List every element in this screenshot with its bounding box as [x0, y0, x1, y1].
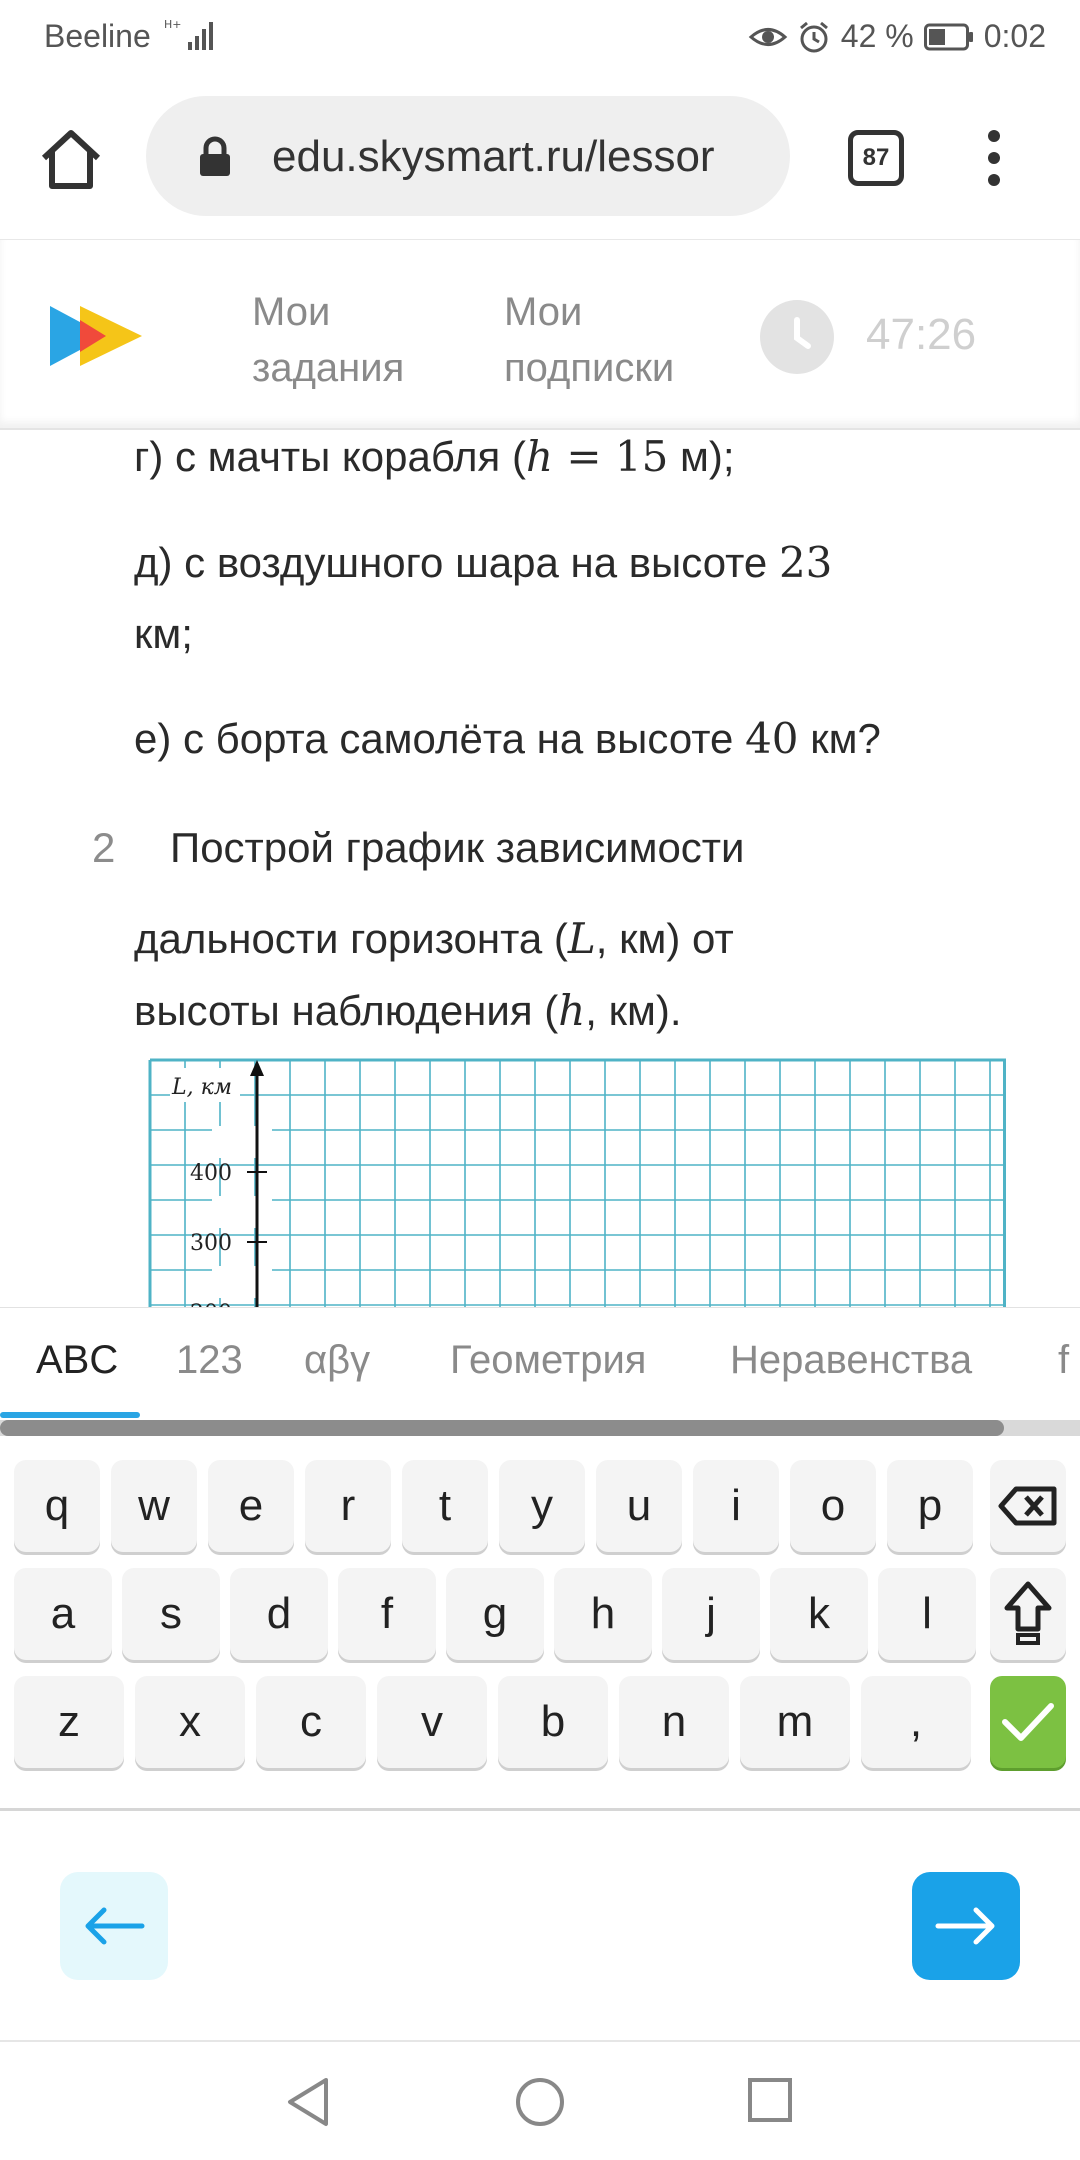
item-g-text: г) с мачты корабля (	[134, 433, 526, 480]
key-v[interactable]: v	[377, 1676, 487, 1768]
battery-icon	[924, 23, 974, 51]
tick-label-300: 300	[190, 1231, 232, 1256]
network-type: H+	[164, 18, 182, 31]
task2-line2-suffix: , км) от	[595, 915, 734, 962]
arrow-right-icon	[934, 1906, 998, 1946]
triangle-back-icon[interactable]	[284, 2076, 332, 2128]
task2-line3-suffix: , км).	[585, 987, 682, 1034]
tab-inequalities[interactable]: Неравенства	[730, 1338, 973, 1382]
url-text[interactable]: edu.skysmart.ru/lessor	[272, 132, 715, 181]
address-bar[interactable]	[146, 96, 790, 216]
grid-paper	[150, 1060, 1006, 1320]
key-f[interactable]: f	[338, 1568, 436, 1660]
key-l[interactable]: l	[878, 1568, 976, 1660]
key-m[interactable]: m	[740, 1676, 850, 1768]
shift-key[interactable]	[990, 1568, 1066, 1660]
key-i[interactable]: i	[693, 1460, 779, 1552]
system-navigation-bar	[0, 2040, 1080, 2160]
item-d-line2: км;	[134, 610, 193, 657]
eye-icon	[749, 22, 787, 52]
timer-value: 47:26	[866, 310, 977, 359]
tick-label-400: 400	[190, 1161, 232, 1186]
nav-my-subscriptions-line1: Мои	[504, 290, 583, 334]
key-p[interactable]: p	[887, 1460, 973, 1552]
square-recents-icon[interactable]	[746, 2076, 794, 2124]
tabs-scrollbar[interactable]	[0, 1420, 1080, 1436]
backspace-icon	[998, 1485, 1058, 1527]
tab-geometry[interactable]: Геометрия	[450, 1338, 647, 1382]
skysmart-logo[interactable]	[46, 300, 146, 372]
key-y[interactable]: y	[499, 1460, 585, 1552]
axis-label: L, км	[172, 1075, 232, 1100]
graph-grid	[150, 1060, 1006, 1320]
key-g[interactable]: g	[446, 1568, 544, 1660]
item-e-text: е) с борта самолёта на высоте	[134, 715, 746, 762]
task2-line3	[134, 986, 682, 1035]
key-k[interactable]: k	[770, 1568, 868, 1660]
arrow-left-icon	[82, 1906, 146, 1946]
next-button[interactable]	[912, 1872, 1020, 1980]
lesson-content	[0, 432, 1080, 1307]
item-e-num: 40	[745, 714, 799, 763]
tick-300-bg	[212, 1196, 272, 1228]
task2-line2-var: L	[567, 914, 596, 963]
keyboard-tabs	[0, 1308, 1080, 1418]
overflow-menu-icon[interactable]	[982, 130, 1006, 190]
key-c[interactable]: c	[256, 1676, 366, 1768]
shift-icon	[1004, 1581, 1052, 1647]
tick-200-bg	[212, 1266, 272, 1298]
nav-my-tasks-line1: Мои	[252, 290, 331, 334]
key-x[interactable]: x	[135, 1676, 245, 1768]
check-icon	[1001, 1700, 1055, 1744]
tab-abc[interactable]: ABC	[36, 1338, 119, 1382]
battery-percent: 42 %	[840, 18, 914, 54]
key-o[interactable]: o	[790, 1460, 876, 1552]
key-s[interactable]: s	[122, 1568, 220, 1660]
task2-line3-var: h	[558, 986, 586, 1035]
key-q[interactable]: q	[14, 1460, 100, 1552]
item-g-var: h	[525, 432, 553, 481]
key-e[interactable]: e	[208, 1460, 294, 1552]
nav-my-tasks-line2: задания	[252, 346, 405, 390]
tab-functions[interactable]: f	[1058, 1338, 1070, 1382]
task-number: 2	[92, 824, 116, 871]
carrier-name: Beeline	[44, 18, 151, 54]
key-d[interactable]: d	[230, 1568, 328, 1660]
task2-line2	[134, 914, 734, 963]
alarm-icon	[797, 20, 831, 54]
enter-key[interactable]	[990, 1676, 1066, 1768]
key-a[interactable]: a	[14, 1568, 112, 1660]
nav-my-subscriptions-line2: подписки	[504, 346, 675, 390]
key-h[interactable]: h	[554, 1568, 652, 1660]
active-tab-indicator	[0, 1412, 140, 1418]
key-n[interactable]: n	[619, 1676, 729, 1768]
task2-line3-text: высоты наблюдения (	[134, 987, 559, 1034]
item-d-num: 23	[778, 538, 833, 587]
item-e	[134, 714, 881, 763]
key-w[interactable]: w	[111, 1460, 197, 1552]
browser-toolbar	[0, 74, 1080, 240]
home-icon[interactable]	[36, 124, 106, 194]
key-b[interactable]: b	[498, 1676, 608, 1768]
timer-icon	[760, 300, 834, 374]
key-t[interactable]: t	[402, 1460, 488, 1552]
previous-button[interactable]	[60, 1872, 168, 1980]
signal-icon	[162, 16, 222, 52]
nav-my-tasks[interactable]	[252, 284, 404, 396]
key-z[interactable]: z	[14, 1676, 124, 1768]
backspace-key[interactable]	[990, 1460, 1066, 1552]
tab-greek[interactable]: αβγ	[304, 1338, 371, 1382]
keyboard-divider	[0, 1808, 1080, 1811]
status-bar	[0, 0, 1080, 74]
task2-line1: Построй график зависимости	[170, 824, 745, 871]
tick-400-bg	[212, 1126, 272, 1158]
nav-my-subscriptions[interactable]	[504, 284, 674, 396]
key-comma[interactable]: ,	[861, 1676, 971, 1768]
task2-line2-text: дальности горизонта (	[134, 915, 568, 962]
clock: 0:02	[983, 18, 1046, 54]
tab-123[interactable]: 123	[176, 1338, 243, 1382]
scrollbar-thumb[interactable]	[0, 1420, 1004, 1436]
item-d-text: д) с воздушного шара на высоте	[134, 539, 779, 586]
site-header	[0, 240, 1080, 430]
key-j[interactable]: j	[662, 1568, 760, 1660]
lock-icon	[198, 136, 232, 178]
y-axis-arrow	[250, 1060, 264, 1076]
item-g-value: = 15	[553, 432, 669, 481]
tab-switcher-button[interactable]: 87	[848, 130, 904, 186]
item-d	[134, 538, 832, 587]
math-keyboard	[0, 1307, 1080, 1812]
item-g-suffix: м);	[668, 433, 735, 480]
item-e-suffix: км?	[798, 715, 881, 762]
key-r[interactable]: r	[305, 1460, 391, 1552]
item-g	[134, 432, 735, 481]
circle-home-icon[interactable]	[514, 2076, 566, 2128]
key-u[interactable]: u	[596, 1460, 682, 1552]
